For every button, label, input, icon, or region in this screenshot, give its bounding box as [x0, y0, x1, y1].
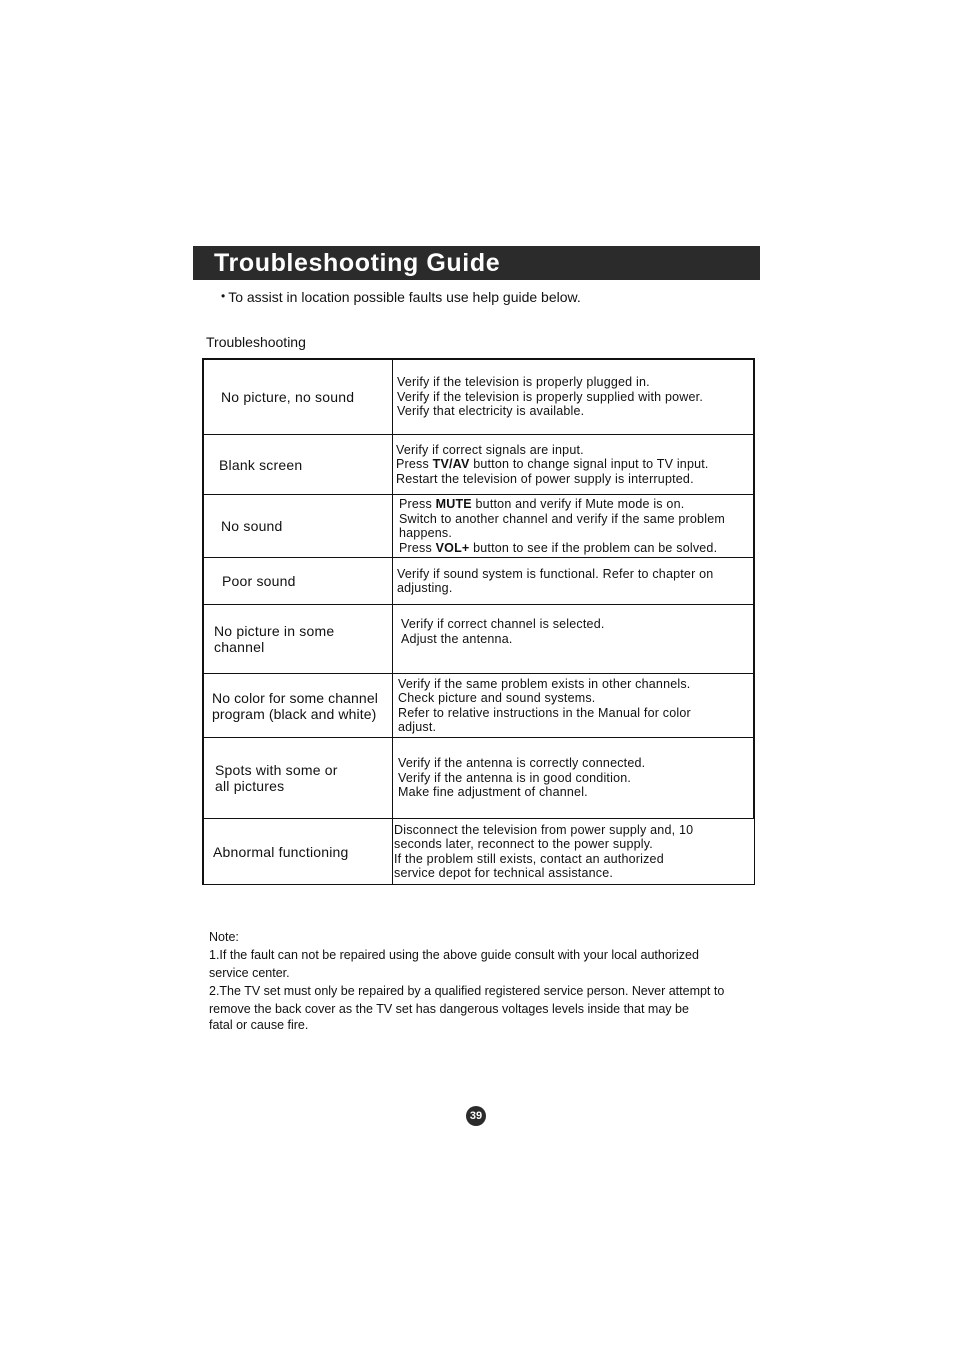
solution-line: Adjust the antenna.: [401, 631, 513, 646]
problem-label: Spots with some or: [215, 762, 338, 778]
troubleshooting-table: [202, 358, 755, 885]
solution-cell: [393, 435, 755, 494]
problem-cell: [202, 738, 393, 818]
solution-line: If the problem still exists, contact an authorized: [394, 851, 664, 866]
note-section: [209, 928, 754, 1032]
solution-cell: [393, 558, 755, 604]
problem-cell: [202, 435, 393, 494]
table-row: [202, 605, 755, 674]
problem-cell: [202, 495, 393, 557]
title-bar: [193, 246, 760, 280]
solution-line: Press MUTE button and verify if Mute mode is on.: [399, 497, 685, 511]
solution-line: Press TV/AV button to change signal input to TV input.: [396, 457, 709, 472]
solution-line: Disconnect the television from power supply and, 10: [394, 822, 694, 837]
section-label: Troubleshooting: [206, 334, 306, 350]
table-row: [202, 819, 755, 885]
note-line: 2.The TV set must only be repaired by a qualified registered service person. Never attempt to: [209, 984, 725, 998]
solution-line: Verify if the television is properly supplied with power.: [397, 389, 703, 404]
table-row: [202, 495, 755, 558]
solution-line: service depot for technical assistance.: [394, 866, 614, 880]
solution-line: Verify if the same problem exists in other channels.: [398, 676, 691, 691]
problem-label: Abnormal functioning: [213, 843, 349, 860]
note-line: service center.: [209, 966, 290, 980]
problem-label: program (black and white): [212, 705, 377, 722]
table-row: [202, 558, 755, 605]
solution-cell: [393, 819, 755, 884]
problem-label: Poor sound: [222, 573, 296, 589]
solution-line: Verify that electricity is available.: [397, 404, 585, 419]
note-line: remove the back cover as the TV set has dangerous voltages levels inside that may be: [209, 1002, 689, 1016]
problem-label: channel: [214, 639, 265, 655]
solution-cell: [393, 605, 755, 673]
solution-line: Verify if the antenna is correctly connected.: [398, 756, 646, 771]
problem-cell: [202, 360, 393, 434]
page-number-badge: 39: [466, 1106, 486, 1126]
problem-cell: [202, 674, 393, 737]
problem-label: No color for some channel: [212, 689, 378, 706]
solution-line: adjusting.: [397, 581, 453, 595]
table-row: [202, 674, 755, 738]
problem-label: all pictures: [215, 778, 285, 794]
solution-line: Press VOL+ button to see if the problem can be solved.: [399, 540, 718, 555]
solution-line: Refer to relative instructions in the Manual for color: [398, 705, 691, 720]
solution-line: happens.: [399, 526, 453, 540]
solution-cell: [393, 495, 755, 557]
solution-line: Verify if correct channel is selected.: [401, 617, 605, 631]
problem-label: No picture, no sound: [221, 389, 355, 405]
table-row: [202, 435, 755, 495]
solution-line: Verify if sound system is functional. Refer to chapter on: [397, 566, 714, 581]
page-title: Troubleshooting Guide: [214, 249, 501, 277]
problem-label: Blank screen: [219, 456, 303, 473]
solution-line: Make fine adjustment of channel.: [398, 785, 588, 800]
note-line: fatal or cause fire.: [209, 1018, 309, 1032]
note-line: 1.If the fault can not be repaired using the above guide consult with your local authorized: [209, 948, 699, 962]
intro-label: To assist in location possible faults use help guide below.: [228, 289, 581, 305]
intro-text: [221, 287, 581, 306]
solution-cell: [393, 360, 755, 434]
solution-line: Restart the television of power supply is interrupted.: [396, 471, 694, 486]
solution-line: Switch to another channel and verify if the same problem: [399, 511, 725, 526]
solution-line: Verify if the antenna is in good condition.: [398, 770, 632, 785]
problem-cell: [202, 558, 393, 604]
problem-cell: [202, 605, 393, 673]
problem-label: No sound: [221, 518, 283, 534]
solution-cell: [393, 674, 755, 737]
table-row: [202, 738, 755, 819]
solution-line: seconds later, reconnect to the power supply.: [394, 837, 653, 851]
note-heading: Note:: [209, 930, 239, 944]
table-row: [202, 360, 755, 435]
solution-line: adjust.: [398, 720, 437, 734]
solution-line: Verify if correct signals are input.: [396, 442, 584, 457]
solution-cell: [393, 738, 755, 818]
bullet-icon: •: [221, 289, 226, 303]
problem-cell: [202, 819, 393, 884]
solution-line: Verify if the television is properly plugged in.: [397, 375, 650, 390]
solution-line: Check picture and sound systems.: [398, 691, 596, 705]
problem-label: No picture in some: [214, 623, 335, 639]
